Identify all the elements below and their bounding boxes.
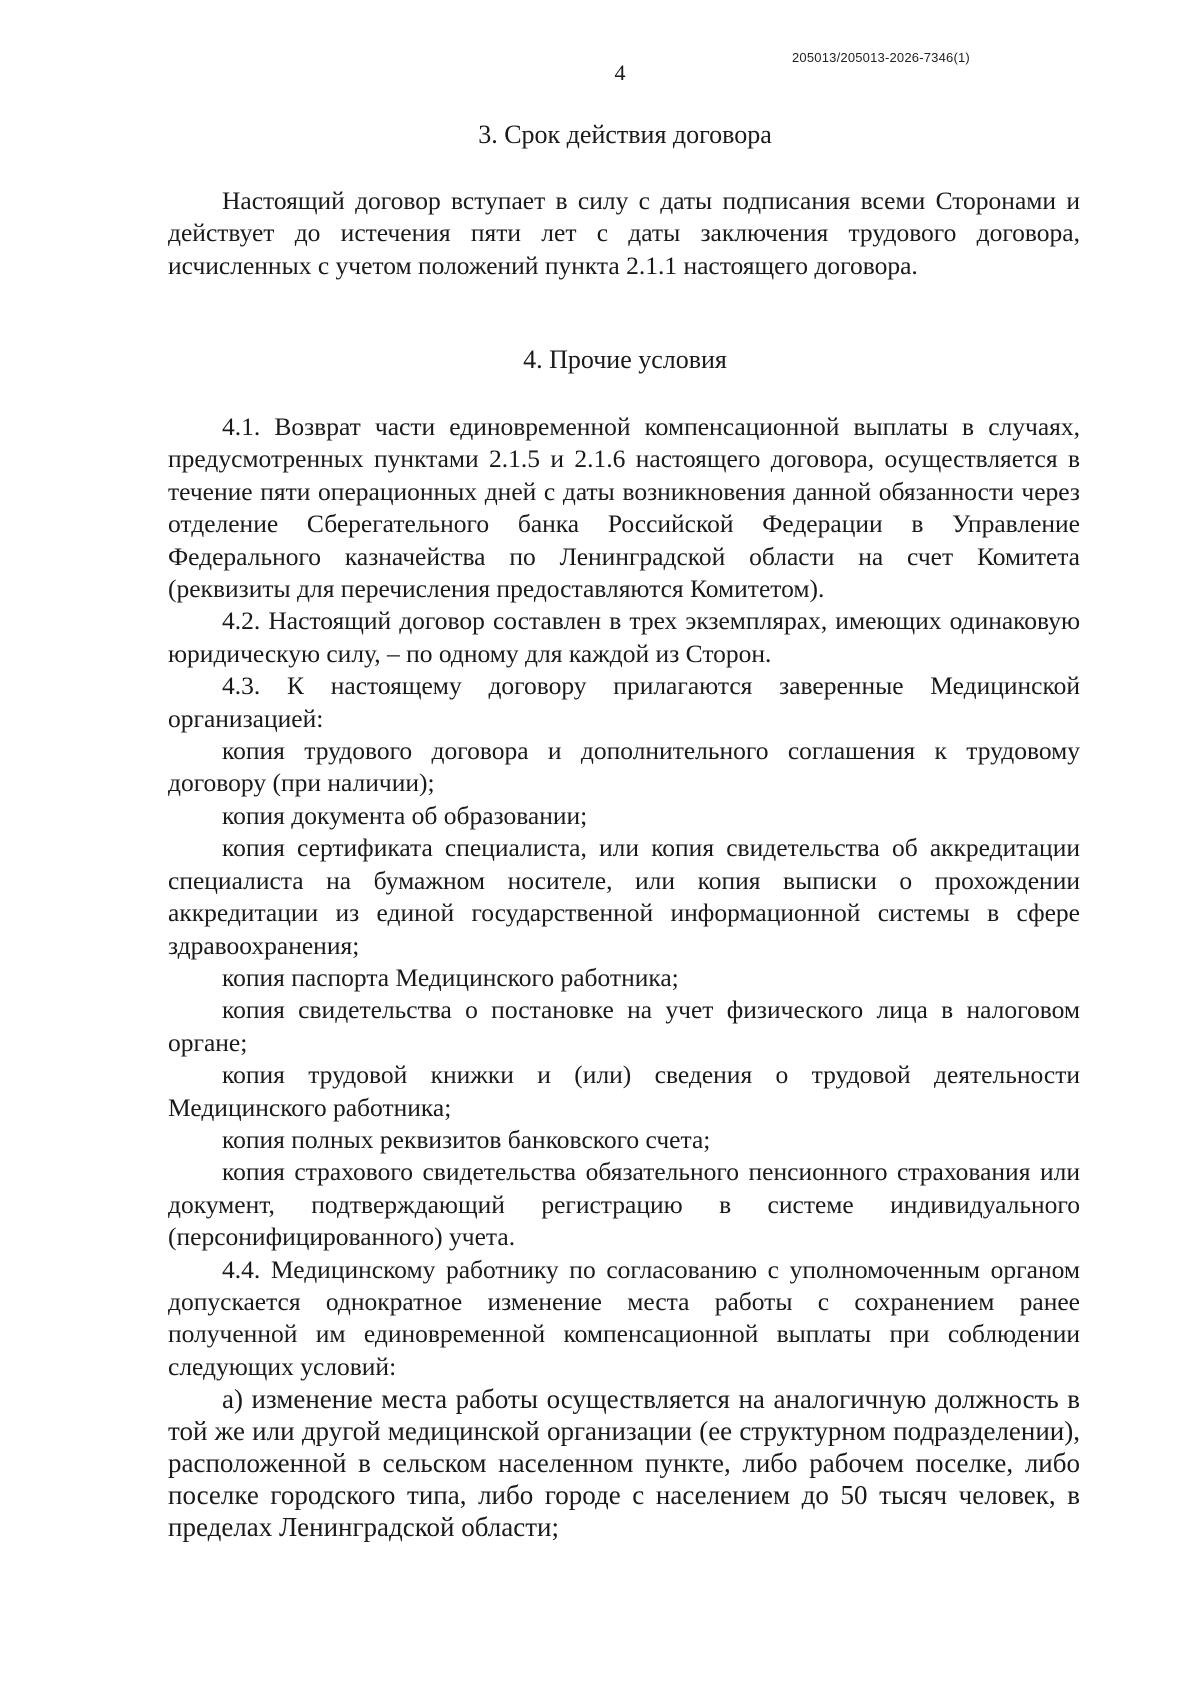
section-4-body <box>168 411 1080 1543</box>
attachment-item: копия документа об образовании; <box>222 800 588 830</box>
condition-item-a: а) изменение места работы осуществляется на аналогичную должность в той же или другой медицинской организации (ее структурном подразделении), расположенной в сельском населенном пункте, либо рабочем поселке, либо поселке городского типа, либо городе с населением до 50 тысяч человек, в пределах Ленинградской области; <box>168 1384 1080 1543</box>
attachment-item: копия трудовой книжки и (или) сведения о трудовой деятельности Медицинского работника; <box>168 1060 1080 1122</box>
paragraph-4-1: 4.1. Возврат части единовременной компенсационной выплаты в случаях, предусмотренных пунктами 2.1.5 и 2.1.6 настоящего договора, осуществляется в течение пяти операционных дней с даты возникновения данной обязанности через отделение Сберегательного банка Российской Федерации в Управление Федерального казначейства по Ленинградской области на счет Комитета (реквизиты для перечисления предоставляются Комитетом). <box>168 412 1080 604</box>
section-3-body <box>168 185 1080 282</box>
attachment-item: копия полных реквизитов банковского счета; <box>222 1124 711 1154</box>
paragraph: Настоящий договор вступает в силу с даты подписания всеми Сторонами и действует до истечения пяти лет с даты заключения трудового договора, исчисленных с учетом положений пункта 2.1.1 настоящего договора. <box>168 186 1080 280</box>
section-4-title: 4. Прочие условия <box>523 345 727 374</box>
attachment-item: копия свидетельства о постановке на учет физического лица в налоговом органе; <box>168 995 1080 1057</box>
attachment-item: копия трудового договора и дополнительного соглашения к трудовому договору (при наличии); <box>168 736 1080 798</box>
page-number: 4 <box>614 60 626 85</box>
section-3-title: 3. Срок действия договора <box>478 120 772 149</box>
paragraph-4-3: 4.3. К настоящему договору прилагаются заверенные Медицинской организацией: <box>168 671 1080 733</box>
paragraph-4-4: 4.4. Медицинскому работнику по согласованию с уполномоченным органом допускается однократное изменение места работы с сохранением ранее полученной им единовременной компенсационной выплаты при соблюдении следующих условий: <box>168 1254 1080 1381</box>
paragraph-4-2: 4.2. Настоящий договор составлен в трех экземплярах, имеющих одинаковую юридическую силу, – по одному для каждой из Сторон. <box>168 606 1080 668</box>
attachment-item: копия сертификата специалиста, или копия свидетельства об аккредитации специалиста на бумажном носителе, или копия выписки о прохождении аккредитации из единой государственной информационной системы в сфере здравоохранения; <box>168 833 1080 960</box>
attachment-item: копия паспорта Медицинского работника; <box>222 962 679 992</box>
attachment-item: копия страхового свидетельства обязательного пенсионного страхования или документ, подтверждающий регистрацию в системе индивидуального (персонифицированного) учета. <box>168 1157 1080 1252</box>
document-id: 205013/205013-2026-7346(1) <box>792 50 970 65</box>
